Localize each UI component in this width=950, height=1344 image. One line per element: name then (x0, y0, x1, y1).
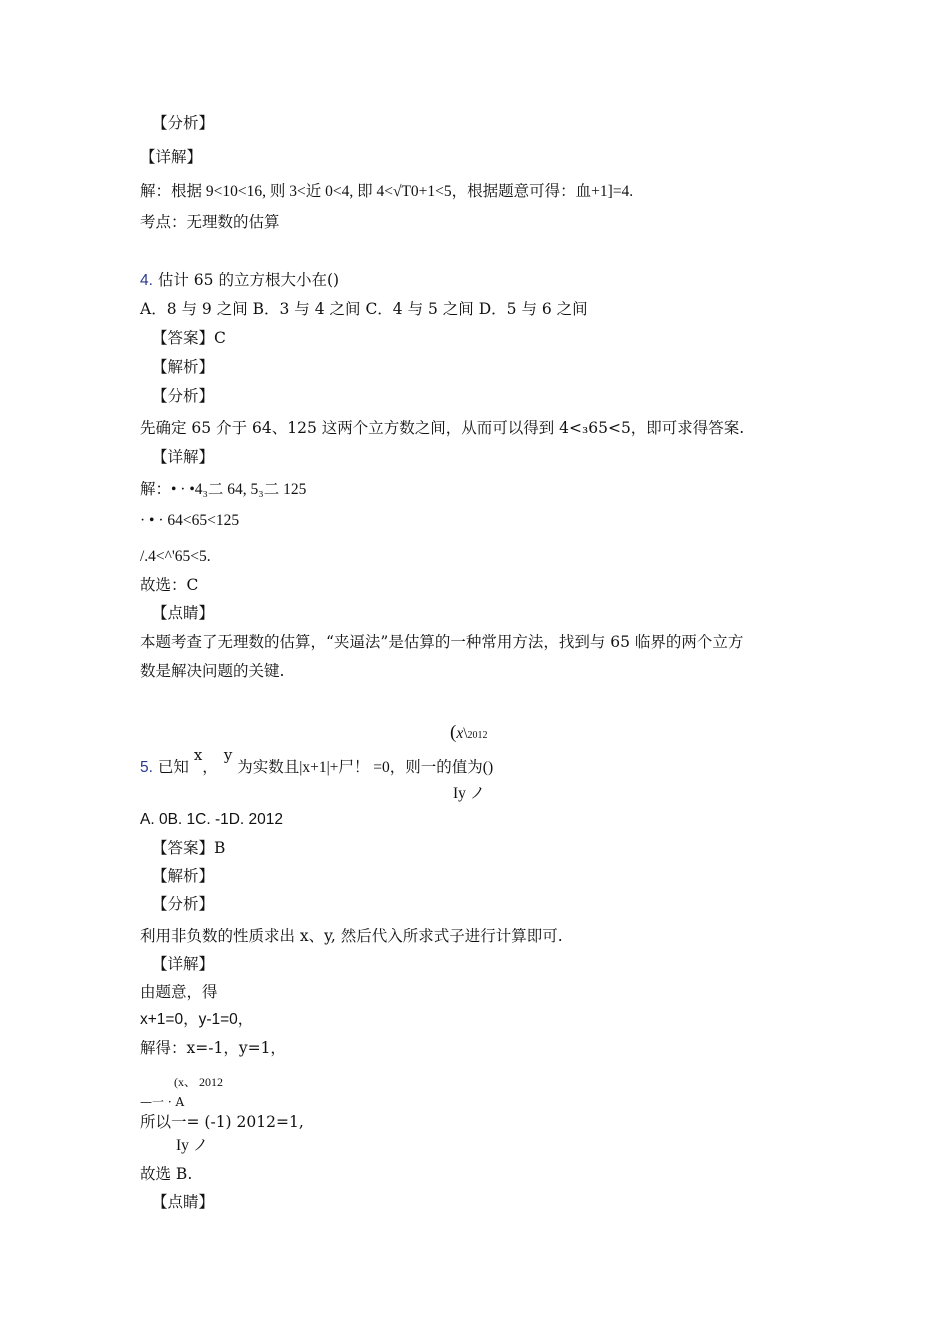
test-point: 考点：无理数的估算 (140, 213, 280, 231)
fenxi-heading: 【分析】 (152, 895, 215, 913)
result-line: 所以一= (-1) 2012=1, (140, 1113, 304, 1131)
answer-line: 【答案】B (152, 839, 226, 857)
question-4-options: A．8 与 9 之间 B．3 与 4 之间 C．4 与 5 之间 D．5 与 6 之间 (140, 300, 588, 318)
question-text: 估计 65 的立方根大小在() (157, 271, 340, 289)
question-number: 5. (140, 759, 153, 776)
fraction-bar: —一 · A (140, 1095, 185, 1109)
solution-step: · • · 64<65<125 (140, 512, 240, 529)
solution-text: 解：根据 9<10<16, 则 3<近 0<4, 即 4<√T0+1<5，根据题意可得：血+1]=4. (140, 183, 634, 200)
jiexi-heading: 【解析】 (152, 358, 215, 376)
detail-heading: 【详解】 (152, 955, 215, 973)
comment-text: 数是解决问题的关键. (140, 662, 285, 680)
fenxi-heading: 【分析】 (152, 387, 215, 405)
detail-heading: 【详解】 (152, 448, 215, 466)
comment-heading: 【点睛】 (152, 1193, 215, 1211)
fraction-bottom: Iy ノ (453, 785, 486, 802)
variable-y: y (223, 746, 233, 764)
analysis-text: 利用非负数的性质求出 x、y, 然后代入所求式子进行计算即可. (140, 927, 563, 945)
fraction-top: (x\2012 (450, 722, 488, 743)
comment-heading: 【点睛】 (152, 604, 215, 622)
question-5-options: A. 0B. 1C. -1D. 2012 (140, 811, 284, 828)
solution-line: 解得：x=-1，y=1， (140, 1039, 286, 1057)
question-text-rest: 为实数且|x+1|+尸！ =0，则一的值为() (237, 759, 494, 776)
question-5-stem: 5. 已知 x，y 为实数且|x+1|+尸！ =0，则一的值为() (140, 746, 494, 776)
analysis-heading: 【分析】 (152, 114, 215, 132)
solution-step: 解：• · •4₃二 64, 5₃二 125 (140, 481, 307, 498)
solution-line: x+1=0，y-1=0， (140, 1011, 254, 1028)
choice-line: 故选：C (140, 576, 199, 594)
question-text: 已知 (157, 758, 189, 776)
comment-text: 本题考查了无理数的估算，“夹逼法”是估算的一种常用方法，找到与 65 临界的两个立方 (140, 633, 744, 651)
answer-line: 【答案】C (152, 329, 226, 347)
fraction-top: (x、 2012 (174, 1075, 223, 1089)
choice-line: 故选 B. (140, 1165, 193, 1183)
solution-step: /.4<^'65<5. (140, 548, 211, 565)
analysis-text: 先确定 65 介于 64、125 这两个立方数之间，从而可以得到 4<₃65<5，即可求得答案. (140, 419, 745, 437)
variable-x: x (193, 746, 203, 764)
question-number: 4. (140, 272, 153, 289)
fraction-bottom: Iy ノ (176, 1137, 209, 1154)
question-4-stem (140, 270, 339, 291)
jiexi-heading: 【解析】 (152, 867, 215, 885)
detail-heading: 【详解】 (140, 148, 203, 166)
solution-line: 由题意，得 (140, 983, 218, 1001)
